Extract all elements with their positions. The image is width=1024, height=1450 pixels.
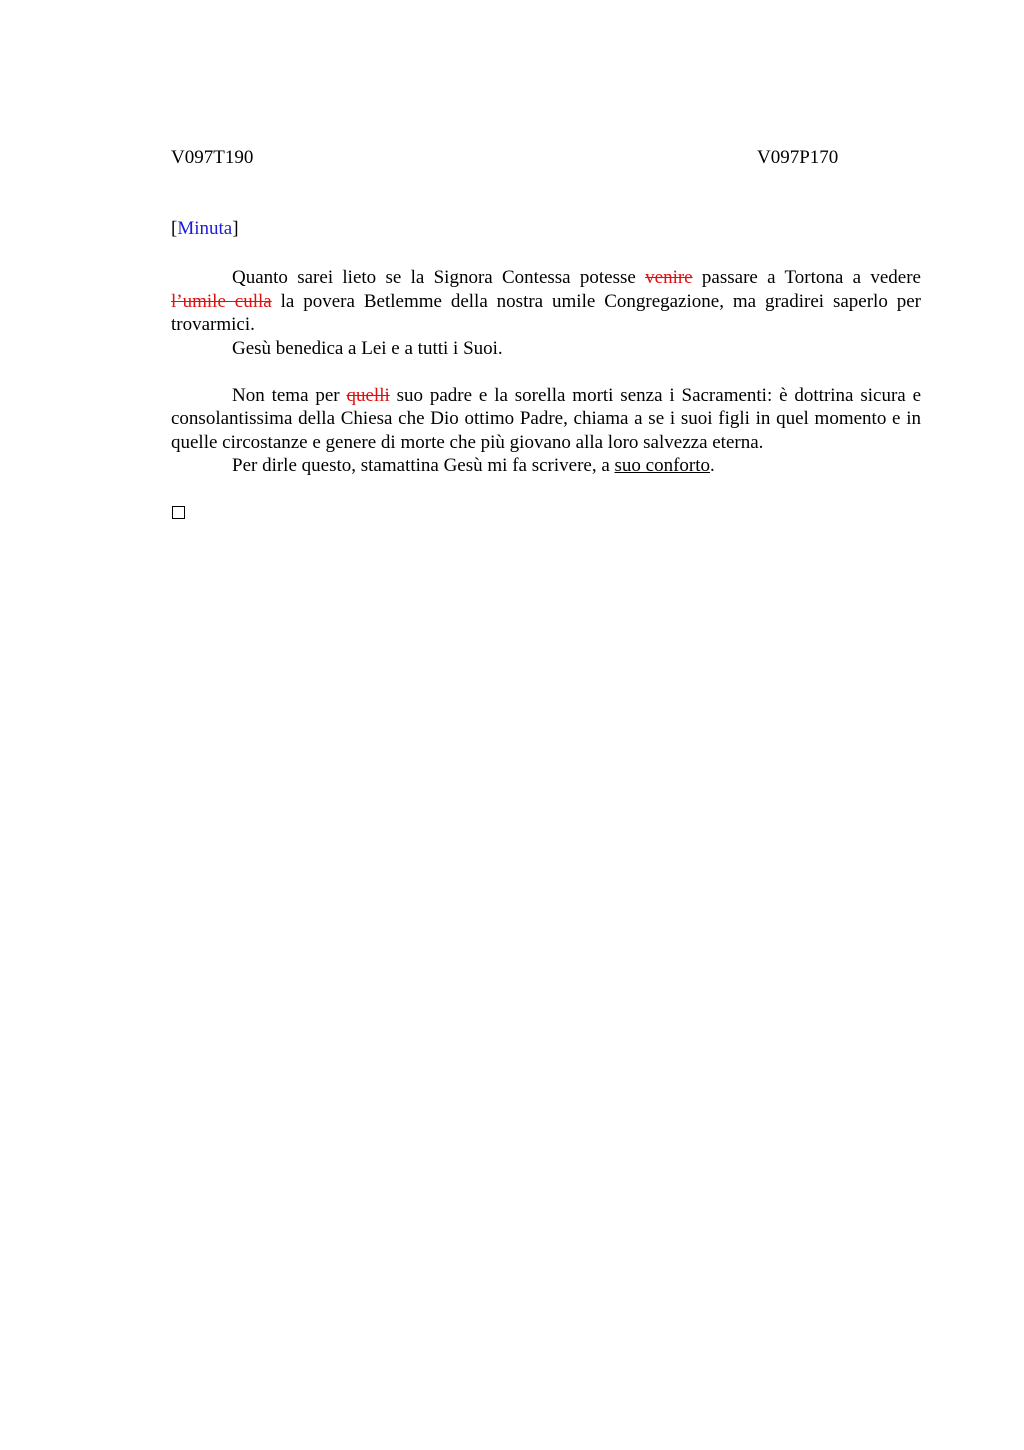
text-run: la povera Betlemme della nostra umile Congregazione, ma gradirei saperlo per trovarmici.	[171, 290, 921, 335]
letter-body	[171, 266, 921, 478]
text-run: Per dirle questo, stamattina Gesù mi fa scrivere, a	[232, 455, 615, 476]
document-type-tag	[171, 218, 239, 240]
paragraph-4	[171, 454, 921, 478]
text-run: passare a Tortona a vedere	[692, 267, 921, 288]
underlined-text: suo conforto	[614, 455, 711, 476]
text-run: .	[710, 455, 715, 476]
text-run: suo padre e la sorella morti senza i Sacramenti: è dottrina sicura e consolantissima della Chiesa che Dio ottimo Padre, chiama a se i suoi figli in quel momento e in quelle circostanze e genere di morte che più giovano alla loro salvezza eterna.	[171, 384, 921, 453]
text-run: Non tema per	[232, 384, 347, 406]
paragraph-1	[171, 266, 921, 337]
tag-close-bracket: ]	[232, 218, 239, 239]
paragraph-3	[171, 384, 921, 455]
paragraph-2	[171, 337, 921, 361]
tag-open-bracket: [	[171, 218, 178, 239]
tag-label: Minuta	[177, 218, 233, 239]
text-run: Gesù benedica a Lei e a tutti i Suoi.	[232, 337, 503, 359]
deleted-text: venire	[645, 267, 693, 288]
document-code-right: V097P170	[757, 147, 839, 168]
document-code-left: V097T190	[171, 147, 254, 168]
text-run: Quanto sarei lieto se la Signora Contessa potesse	[232, 267, 646, 288]
end-marker-box-icon	[172, 506, 185, 519]
deleted-text: l’umile culla	[171, 290, 272, 312]
deleted-text: quelli	[346, 384, 390, 406]
